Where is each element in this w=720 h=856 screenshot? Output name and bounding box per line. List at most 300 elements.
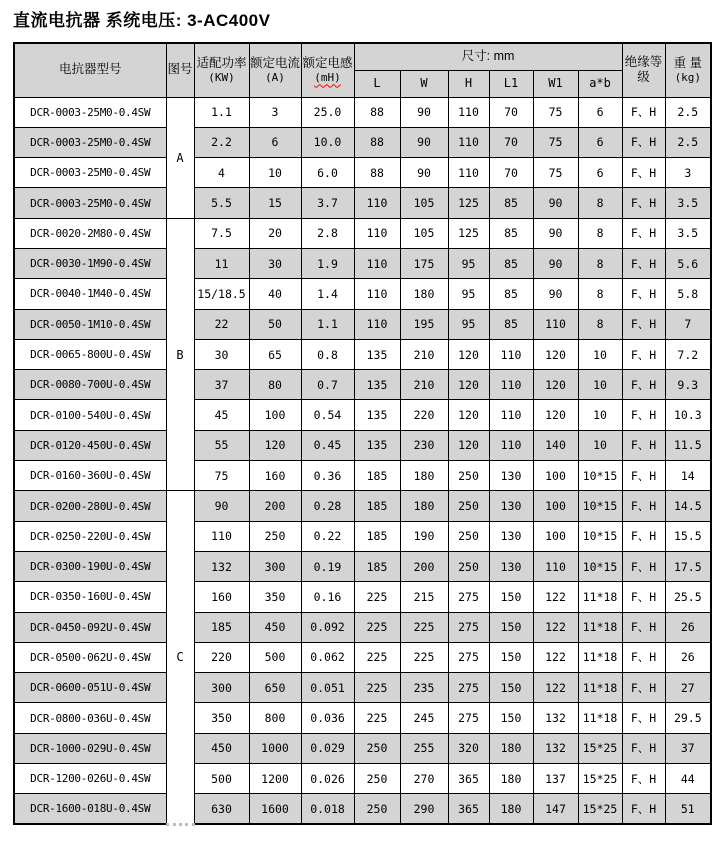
cell-dim-W1: 75	[533, 97, 578, 127]
cell-insulation-class: F、H	[622, 158, 665, 188]
cell-insulation-class: F、H	[622, 97, 665, 127]
cell-rated-current: 50	[249, 309, 301, 339]
cell-insulation-class: F、H	[622, 521, 665, 551]
cell-rated-power: 1.1	[194, 97, 249, 127]
table-row	[14, 279, 711, 309]
cell-dim-ab: 6	[578, 97, 622, 127]
cell-dim-L: 135	[354, 400, 400, 430]
cell-insulation-class: F、H	[622, 582, 665, 612]
cell-dim-W: 270	[400, 764, 448, 794]
cell-weight: 29.5	[665, 703, 711, 733]
cell-dim-W: 180	[400, 491, 448, 521]
cell-dim-W: 90	[400, 158, 448, 188]
cell-dim-H: 95	[448, 279, 489, 309]
cell-rated-current: 300	[249, 551, 301, 581]
cell-dim-W: 90	[400, 97, 448, 127]
cell-dim-H: 125	[448, 188, 489, 218]
cell-dim-L: 250	[354, 764, 400, 794]
table-row	[14, 582, 711, 612]
header-dim-ab: a*b	[578, 70, 622, 97]
cell-dim-W1: 147	[533, 794, 578, 824]
cell-rated-power: 132	[194, 551, 249, 581]
cell-dim-L1: 150	[489, 673, 533, 703]
cell-dim-W1: 120	[533, 400, 578, 430]
cell-weight: 5.8	[665, 279, 711, 309]
cell-dim-W1: 122	[533, 642, 578, 672]
cell-dim-ab: 6	[578, 158, 622, 188]
cell-dim-ab: 10	[578, 430, 622, 460]
cell-weight: 3	[665, 158, 711, 188]
table-row	[14, 521, 711, 551]
cell-model: DCR-0030-1M90-0.4SW	[14, 248, 166, 278]
cell-rated-inductance: 0.036	[301, 703, 354, 733]
cell-dim-ab: 8	[578, 188, 622, 218]
cell-model: DCR-0300-190U-0.4SW	[14, 551, 166, 581]
cell-insulation-class: F、H	[622, 430, 665, 460]
cell-model: DCR-0600-051U-0.4SW	[14, 673, 166, 703]
header-rated-current-label: 额定电流	[249, 55, 300, 70]
cell-dim-L1: 70	[489, 97, 533, 127]
cell-dim-H: 320	[448, 733, 489, 763]
cell-model: DCR-0800-036U-0.4SW	[14, 703, 166, 733]
cell-rated-power: 15/18.5	[194, 279, 249, 309]
header-weight	[665, 43, 711, 97]
cell-rated-current: 800	[249, 703, 301, 733]
cell-insulation-class: F、H	[622, 400, 665, 430]
cell-model: DCR-0450-092U-0.4SW	[14, 612, 166, 642]
spec-table	[13, 42, 712, 826]
cell-rated-inductance: 0.8	[301, 339, 354, 369]
header-rated-inductance-label: 额定电感	[302, 55, 353, 70]
cell-weight: 14	[665, 461, 711, 491]
cell-rated-inductance: 0.36	[301, 461, 354, 491]
cell-dim-W: 180	[400, 279, 448, 309]
cell-dim-L1: 85	[489, 188, 533, 218]
cell-dim-W1: 122	[533, 612, 578, 642]
cell-dim-W: 180	[400, 461, 448, 491]
cell-rated-inductance: 0.54	[301, 400, 354, 430]
header-insulation-class: 绝缘等级	[622, 43, 665, 97]
cell-dim-W: 195	[400, 309, 448, 339]
cell-dim-W: 235	[400, 673, 448, 703]
cell-rated-inductance: 0.7	[301, 370, 354, 400]
cell-insulation-class: F、H	[622, 733, 665, 763]
cell-rated-current: 15	[249, 188, 301, 218]
cell-dim-ab: 15*25	[578, 764, 622, 794]
cell-dim-H: 275	[448, 703, 489, 733]
cell-dim-W1: 110	[533, 309, 578, 339]
header-model: 电抗器型号	[14, 43, 166, 97]
cell-insulation-class: F、H	[622, 218, 665, 248]
cell-rated-inductance: 2.8	[301, 218, 354, 248]
table-row	[14, 188, 711, 218]
cell-dim-L: 110	[354, 309, 400, 339]
cell-dim-ab: 6	[578, 127, 622, 157]
cell-dim-W1: 100	[533, 491, 578, 521]
cell-weight: 51	[665, 794, 711, 824]
cell-model: DCR-0350-160U-0.4SW	[14, 582, 166, 612]
cell-dim-L: 88	[354, 97, 400, 127]
table-row	[14, 491, 711, 521]
cell-weight: 27	[665, 673, 711, 703]
cell-dim-L1: 150	[489, 642, 533, 672]
cell-dim-ab: 11*18	[578, 582, 622, 612]
cell-weight: 3.5	[665, 188, 711, 218]
cell-dim-H: 250	[448, 461, 489, 491]
cell-rated-current: 20	[249, 218, 301, 248]
cell-weight: 25.5	[665, 582, 711, 612]
cell-rated-power: 450	[194, 733, 249, 763]
cell-rated-inductance: 0.28	[301, 491, 354, 521]
cell-dim-L1: 150	[489, 582, 533, 612]
cell-rated-inductance: 3.7	[301, 188, 354, 218]
header-figure-number: 图号	[166, 43, 194, 97]
cell-model: DCR-0040-1M40-0.4SW	[14, 279, 166, 309]
cell-insulation-class: F、H	[622, 764, 665, 794]
cell-weight: 7	[665, 309, 711, 339]
cell-weight: 9.3	[665, 370, 711, 400]
cell-model: DCR-0050-1M10-0.4SW	[14, 309, 166, 339]
cell-model: DCR-0250-220U-0.4SW	[14, 521, 166, 551]
cell-rated-current: 250	[249, 521, 301, 551]
header-dim-W1: W1	[533, 70, 578, 97]
cell-rated-power: 11	[194, 248, 249, 278]
cell-rated-inductance: 1.1	[301, 309, 354, 339]
table-row	[14, 673, 711, 703]
header-dim-H: H	[448, 70, 489, 97]
cell-rated-current: 200	[249, 491, 301, 521]
cell-dim-L: 110	[354, 248, 400, 278]
cell-insulation-class: F、H	[622, 491, 665, 521]
cell-rated-power: 55	[194, 430, 249, 460]
header-dim-L: L	[354, 70, 400, 97]
cell-dim-L: 135	[354, 339, 400, 369]
cell-dim-L1: 70	[489, 158, 533, 188]
cell-dim-W: 230	[400, 430, 448, 460]
table-row	[14, 97, 711, 127]
table-row	[14, 218, 711, 248]
table-row	[14, 339, 711, 369]
cell-rated-current: 650	[249, 673, 301, 703]
cell-dim-W: 245	[400, 703, 448, 733]
figure-group-label: A	[166, 97, 194, 218]
cell-insulation-class: F、H	[622, 642, 665, 672]
spellcheck-underline: (mH)	[314, 71, 341, 85]
cell-dim-H: 275	[448, 582, 489, 612]
cell-rated-current: 30	[249, 248, 301, 278]
cell-dim-H: 250	[448, 491, 489, 521]
cell-model: DCR-0065-800U-0.4SW	[14, 339, 166, 369]
cell-rated-current: 1200	[249, 764, 301, 794]
header-size-group: 尺寸: mm	[354, 43, 622, 70]
cell-dim-W: 90	[400, 127, 448, 157]
cell-dim-ab: 10*15	[578, 461, 622, 491]
cell-rated-current: 160	[249, 461, 301, 491]
cell-dim-W: 210	[400, 370, 448, 400]
cell-dim-H: 365	[448, 794, 489, 824]
cell-dim-H: 275	[448, 642, 489, 672]
cell-dim-W: 175	[400, 248, 448, 278]
cell-dim-W1: 110	[533, 551, 578, 581]
cell-insulation-class: F、H	[622, 309, 665, 339]
cell-dim-H: 120	[448, 400, 489, 430]
cell-insulation-class: F、H	[622, 551, 665, 581]
header-weight-unit: (kg)	[674, 71, 702, 85]
table-row	[14, 461, 711, 491]
cell-dim-H: 95	[448, 309, 489, 339]
cell-dim-W: 105	[400, 218, 448, 248]
table-row	[14, 400, 711, 430]
cell-dim-W: 190	[400, 521, 448, 551]
cell-rated-current: 1000	[249, 733, 301, 763]
cell-insulation-class: F、H	[622, 612, 665, 642]
cell-rated-current: 10	[249, 158, 301, 188]
cell-dim-L: 110	[354, 279, 400, 309]
cell-dim-H: 275	[448, 612, 489, 642]
cell-insulation-class: F、H	[622, 339, 665, 369]
cell-dim-W1: 120	[533, 370, 578, 400]
cell-dim-H: 110	[448, 158, 489, 188]
cell-weight: 26	[665, 642, 711, 672]
header-rated-power-label: 适配功率	[196, 55, 247, 70]
cell-dim-ab: 10	[578, 370, 622, 400]
header-rated-power-unit: (KW)	[208, 71, 235, 85]
cell-model: DCR-0003-25M0-0.4SW	[14, 188, 166, 218]
header-rated-power	[194, 43, 249, 97]
cell-weight: 2.5	[665, 127, 711, 157]
cell-rated-power: 110	[194, 521, 249, 551]
cell-rated-power: 5.5	[194, 188, 249, 218]
cell-insulation-class: F、H	[622, 794, 665, 824]
cell-model: DCR-1600-018U-0.4SW	[14, 794, 166, 824]
cell-weight: 7.2	[665, 339, 711, 369]
cell-dim-W1: 90	[533, 218, 578, 248]
cell-rated-current: 450	[249, 612, 301, 642]
cell-dim-W1: 122	[533, 582, 578, 612]
header-rated-current-unit: (A)	[265, 71, 285, 85]
cell-dim-W1: 132	[533, 703, 578, 733]
cell-dim-L1: 130	[489, 521, 533, 551]
cell-rated-current: 3	[249, 97, 301, 127]
cell-dim-L: 225	[354, 703, 400, 733]
cell-dim-ab: 15*25	[578, 733, 622, 763]
cell-dim-H: 365	[448, 764, 489, 794]
cell-insulation-class: F、H	[622, 673, 665, 703]
page-title: 直流电抗器 系统电压: 3-AC400V	[13, 11, 271, 30]
cell-dim-L1: 180	[489, 733, 533, 763]
cell-dim-L: 225	[354, 642, 400, 672]
table-row	[14, 430, 711, 460]
header-dim-L1: L1	[489, 70, 533, 97]
table-row	[14, 158, 711, 188]
cell-dim-H: 125	[448, 218, 489, 248]
cell-dim-L1: 150	[489, 703, 533, 733]
cell-rated-inductance: 0.22	[301, 521, 354, 551]
table-row	[14, 612, 711, 642]
cell-rated-power: 37	[194, 370, 249, 400]
cell-dim-W: 255	[400, 733, 448, 763]
cell-rated-inductance: 0.45	[301, 430, 354, 460]
cell-rated-power: 45	[194, 400, 249, 430]
cell-dim-W: 215	[400, 582, 448, 612]
cell-dim-L: 88	[354, 158, 400, 188]
cell-rated-power: 75	[194, 461, 249, 491]
table-row	[14, 703, 711, 733]
cell-dim-L1: 180	[489, 794, 533, 824]
cell-dim-W: 225	[400, 642, 448, 672]
cell-model: DCR-0160-360U-0.4SW	[14, 461, 166, 491]
cell-dim-H: 95	[448, 248, 489, 278]
cell-model: DCR-0003-25M0-0.4SW	[14, 97, 166, 127]
cell-rated-inductance: 25.0	[301, 97, 354, 127]
cell-dim-L1: 130	[489, 491, 533, 521]
cell-dim-ab: 10	[578, 339, 622, 369]
cell-dim-L: 225	[354, 673, 400, 703]
cell-dim-ab: 8	[578, 248, 622, 278]
cell-dim-L1: 150	[489, 612, 533, 642]
cell-dim-W1: 90	[533, 188, 578, 218]
table-row	[14, 248, 711, 278]
cell-dim-ab: 8	[578, 309, 622, 339]
cell-dim-L1: 85	[489, 279, 533, 309]
cell-dim-L: 250	[354, 733, 400, 763]
cell-model: DCR-0020-2M80-0.4SW	[14, 218, 166, 248]
cell-dim-L: 110	[354, 188, 400, 218]
cell-dim-L1: 85	[489, 309, 533, 339]
cell-rated-power: 160	[194, 582, 249, 612]
cell-insulation-class: F、H	[622, 248, 665, 278]
cell-dim-L: 88	[354, 127, 400, 157]
cell-rated-power: 300	[194, 673, 249, 703]
cell-weight: 2.5	[665, 97, 711, 127]
cell-rated-current: 120	[249, 430, 301, 460]
cell-rated-power: 500	[194, 764, 249, 794]
cell-dim-ab: 11*18	[578, 612, 622, 642]
cell-rated-power: 185	[194, 612, 249, 642]
cell-rated-power: 30	[194, 339, 249, 369]
cell-dim-H: 120	[448, 339, 489, 369]
cell-rated-current: 6	[249, 127, 301, 157]
table-row	[14, 127, 711, 157]
cell-rated-inductance: 0.092	[301, 612, 354, 642]
table-row	[14, 370, 711, 400]
cell-weight: 44	[665, 764, 711, 794]
cell-model: DCR-1200-026U-0.4SW	[14, 764, 166, 794]
cell-rated-inductance: 0.051	[301, 673, 354, 703]
cell-dim-ab: 11*18	[578, 703, 622, 733]
cell-rated-inductance: 10.0	[301, 127, 354, 157]
cell-dim-ab: 8	[578, 218, 622, 248]
cell-weight: 26	[665, 612, 711, 642]
cell-dim-H: 250	[448, 521, 489, 551]
header-rated-current	[249, 43, 301, 97]
cell-dim-H: 110	[448, 97, 489, 127]
cell-rated-current: 40	[249, 279, 301, 309]
cell-dim-L1: 130	[489, 551, 533, 581]
cell-dim-W1: 100	[533, 521, 578, 551]
cell-rated-power: 350	[194, 703, 249, 733]
cell-dim-H: 120	[448, 430, 489, 460]
cell-rated-inductance: 0.062	[301, 642, 354, 672]
cell-dim-W1: 75	[533, 127, 578, 157]
cell-dim-L1: 180	[489, 764, 533, 794]
cell-insulation-class: F、H	[622, 703, 665, 733]
cell-dim-L1: 70	[489, 127, 533, 157]
cell-dim-W1: 90	[533, 279, 578, 309]
cell-dim-W1: 140	[533, 430, 578, 460]
cell-dim-L1: 110	[489, 430, 533, 460]
cell-dim-ab: 15*25	[578, 794, 622, 824]
cell-dim-L1: 85	[489, 248, 533, 278]
cell-dim-L: 185	[354, 491, 400, 521]
cell-weight: 37	[665, 733, 711, 763]
cell-dim-L1: 110	[489, 400, 533, 430]
cell-rated-inductance: 6.0	[301, 158, 354, 188]
cell-dim-ab: 10*15	[578, 521, 622, 551]
cell-weight: 15.5	[665, 521, 711, 551]
cell-rated-power: 4	[194, 158, 249, 188]
cell-rated-inductance: 0.19	[301, 551, 354, 581]
cell-rated-current: 100	[249, 400, 301, 430]
cell-dim-L: 185	[354, 461, 400, 491]
cell-dim-H: 120	[448, 370, 489, 400]
cell-dim-W: 290	[400, 794, 448, 824]
table-row	[14, 733, 711, 763]
cell-dim-L1: 110	[489, 339, 533, 369]
cell-dim-ab: 10*15	[578, 491, 622, 521]
cell-weight: 3.5	[665, 218, 711, 248]
cell-rated-inductance: 1.9	[301, 248, 354, 278]
cell-insulation-class: F、H	[622, 188, 665, 218]
cell-rated-inductance: 0.026	[301, 764, 354, 794]
cell-rated-inductance: 0.018	[301, 794, 354, 824]
table-row	[14, 764, 711, 794]
cell-dim-L: 135	[354, 370, 400, 400]
cell-dim-ab: 11*18	[578, 642, 622, 672]
cell-dim-L: 135	[354, 430, 400, 460]
cell-dim-L1: 130	[489, 461, 533, 491]
cell-model: DCR-0100-540U-0.4SW	[14, 400, 166, 430]
cell-weight: 17.5	[665, 551, 711, 581]
cell-model: DCR-0200-280U-0.4SW	[14, 491, 166, 521]
cell-dim-H: 250	[448, 551, 489, 581]
cell-dim-ab: 11*18	[578, 673, 622, 703]
cell-dim-ab: 10*15	[578, 551, 622, 581]
header-rated-inductance	[301, 43, 354, 97]
cell-dim-W1: 100	[533, 461, 578, 491]
cell-dim-W: 225	[400, 612, 448, 642]
cell-dim-W1: 137	[533, 764, 578, 794]
cell-insulation-class: F、H	[622, 127, 665, 157]
cell-dim-L: 185	[354, 551, 400, 581]
cell-weight: 10.3	[665, 400, 711, 430]
cell-rated-power: 2.2	[194, 127, 249, 157]
cell-rated-power: 220	[194, 642, 249, 672]
cell-dim-H: 275	[448, 673, 489, 703]
cell-rated-power: 22	[194, 309, 249, 339]
cell-weight: 5.6	[665, 248, 711, 278]
cell-dim-W: 220	[400, 400, 448, 430]
cell-rated-current: 65	[249, 339, 301, 369]
cell-dim-W1: 75	[533, 158, 578, 188]
table-row	[14, 551, 711, 581]
cell-dim-W1: 122	[533, 673, 578, 703]
cell-dim-W1: 132	[533, 733, 578, 763]
table-row	[14, 642, 711, 672]
cell-dim-L: 185	[354, 521, 400, 551]
cell-insulation-class: F、H	[622, 279, 665, 309]
cell-weight: 11.5	[665, 430, 711, 460]
